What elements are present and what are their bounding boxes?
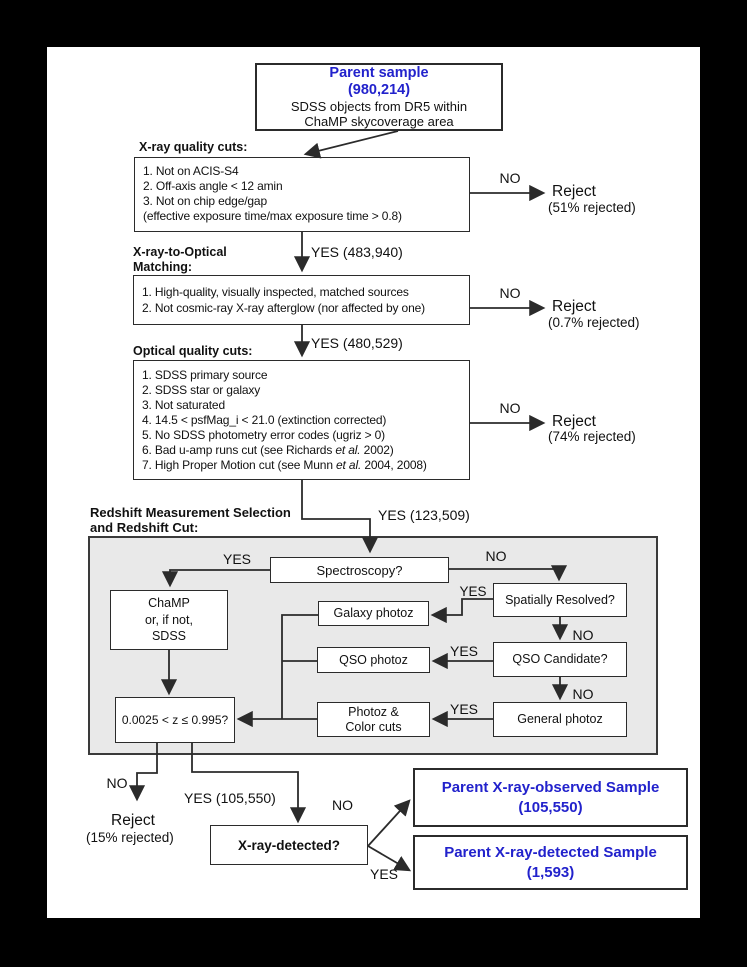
champ-line1: ChaMP bbox=[148, 596, 190, 611]
qso-candidate-text: QSO Candidate? bbox=[512, 652, 608, 666]
detected-sample-title: Parent X-ray-detected Sample bbox=[444, 843, 657, 861]
text-run: 7. High Proper Motion cut (see Munn bbox=[142, 458, 337, 472]
xray-reject-label: Reject bbox=[552, 183, 596, 200]
detected-sample-box bbox=[413, 835, 688, 890]
photoz-cuts-line1: Photoz & bbox=[348, 705, 399, 719]
optical-yes-label: YES (480,529) bbox=[311, 335, 403, 351]
optical-cut-item-3: 3. Not saturated bbox=[142, 398, 225, 412]
optical-cut-item-4: 4. 14.5 < psfMag_i < 21.0 (extinction corrected) bbox=[142, 413, 387, 427]
parent-sample-title: Parent sample bbox=[329, 64, 429, 81]
detected-no-label: NO bbox=[332, 797, 353, 813]
bottom-reject-pct: (15% rejected) bbox=[86, 830, 174, 845]
text-run-italic: et al. bbox=[335, 443, 361, 457]
spectroscopy-yes-label: YES bbox=[222, 551, 251, 567]
spectroscopy-box bbox=[270, 557, 449, 583]
match-yes-label: YES (483,940) bbox=[311, 244, 403, 260]
champ-sdss-box bbox=[110, 590, 228, 650]
match-no-label: NO bbox=[499, 285, 521, 301]
redshift-label-line1: Redshift Measurement Selection bbox=[90, 505, 291, 520]
observed-sample-title: Parent X-ray-observed Sample bbox=[441, 778, 660, 796]
spectroscopy-text: Spectroscopy? bbox=[316, 562, 403, 578]
match-box bbox=[133, 275, 470, 325]
optical-no-label: NO bbox=[499, 400, 521, 416]
optical-cut-item-5: 5. No SDSS photometry error codes (ugriz > 0) bbox=[142, 428, 386, 442]
qso-yes-label: YES bbox=[449, 643, 478, 659]
xray-no-label: NO bbox=[499, 170, 521, 186]
match-label-line1: X-ray-to-Optical bbox=[133, 245, 227, 259]
xray-cut-item-3: 3. Not on chip edge/gap bbox=[143, 194, 267, 208]
qso-photoz-text: QSO photoz bbox=[339, 652, 408, 667]
match-label-line2: Matching: bbox=[133, 259, 193, 274]
optical-label: Optical quality cuts: bbox=[133, 344, 253, 358]
detected-yes-label: YES bbox=[370, 866, 399, 882]
bottom-no-label: NO bbox=[106, 775, 128, 791]
detected-sample-count: (1,593) bbox=[526, 863, 575, 881]
optical-cut-item-1: 1. SDSS primary source bbox=[142, 368, 268, 382]
spatially-yes-label: YES bbox=[459, 584, 487, 599]
general-photoz-text: General photoz bbox=[517, 712, 603, 726]
redshift-label-line2: and Redshift Cut: bbox=[90, 519, 199, 535]
optical-box bbox=[133, 360, 470, 480]
optical-reject-label: Reject bbox=[552, 413, 596, 430]
xray-reject-pct: (51% rejected) bbox=[548, 200, 636, 215]
photoz-cuts-line2: Color cuts bbox=[345, 719, 402, 734]
spectroscopy-no-label: NO bbox=[485, 548, 507, 564]
spatially-resolved-box bbox=[493, 583, 627, 617]
galaxy-photoz-text: Galaxy photoz bbox=[333, 606, 414, 620]
general-photoz-box bbox=[493, 702, 627, 737]
optical-cut-item-6 bbox=[142, 443, 465, 458]
xray-cut-item-1: 1. Not on ACIS-S4 bbox=[143, 164, 239, 178]
champ-line2: or, if not, bbox=[145, 612, 193, 627]
bottom-reject-label: Reject bbox=[111, 812, 155, 829]
xray-cut-item-2: 2. Off-axis angle < 12 amin bbox=[143, 179, 283, 193]
general-yes-label: YES bbox=[449, 701, 478, 717]
match-reject-label: Reject bbox=[552, 298, 596, 315]
parent-sample-count: (980,214) bbox=[347, 81, 411, 98]
match-label bbox=[133, 245, 227, 274]
parent-sample-box bbox=[255, 63, 503, 131]
observed-sample-count: (105,550) bbox=[518, 798, 583, 816]
optical-reject-pct: (74% rejected) bbox=[548, 429, 636, 444]
qso-photoz-box bbox=[317, 647, 430, 673]
galaxy-photoz-box bbox=[318, 601, 429, 626]
xray-quality-cuts-label: X-ray quality cuts: bbox=[139, 140, 248, 154]
photoz-color-cuts-box bbox=[317, 702, 430, 737]
optical-cut-item-2: 2. SDSS star or galaxy bbox=[142, 383, 261, 397]
text-run: 2004, 2008) bbox=[361, 458, 427, 472]
redshift-cut-text: 0.0025 < z ≤ 0.995? bbox=[121, 712, 229, 727]
match-reject-pct: (0.7% rejected) bbox=[548, 315, 640, 330]
text-run: 2002) bbox=[360, 443, 394, 457]
optical-cut-item-7 bbox=[142, 458, 465, 473]
xray-detected-box bbox=[210, 825, 368, 865]
champ-line3: SDSS bbox=[151, 629, 187, 644]
redshift-yes-label: YES (123,509) bbox=[378, 507, 470, 523]
xray-quality-cuts-box bbox=[134, 157, 470, 232]
spatially-no-label: NO bbox=[572, 627, 594, 643]
match-item-2: 2. Not cosmic-ray X-ray afterglow (nor affected by one) bbox=[142, 301, 425, 315]
observed-sample-box bbox=[413, 768, 688, 827]
bottom-yes-label: YES (105,550) bbox=[184, 790, 276, 806]
xray-detected-text: X-ray-detected? bbox=[237, 837, 341, 853]
parent-sample-desc1: SDSS objects from DR5 within bbox=[290, 98, 468, 114]
text-run: 6. Bad u-amp runs cut (see Richards bbox=[142, 443, 336, 457]
redshift-cut-box bbox=[115, 697, 235, 743]
qso-no-label: NO bbox=[572, 686, 594, 702]
spatially-resolved-text: Spatially Resolved? bbox=[505, 592, 615, 607]
redshift-section-label bbox=[90, 506, 291, 535]
text-run-italic: et al. bbox=[336, 458, 362, 472]
match-item-1: 1. High-quality, visually inspected, matched sources bbox=[142, 285, 409, 299]
parent-sample-desc2: ChaMP skycoverage area bbox=[304, 114, 454, 129]
qso-candidate-box bbox=[493, 642, 627, 677]
xray-cut-note: (effective exposure time/max exposure time > 0.8) bbox=[143, 209, 402, 223]
